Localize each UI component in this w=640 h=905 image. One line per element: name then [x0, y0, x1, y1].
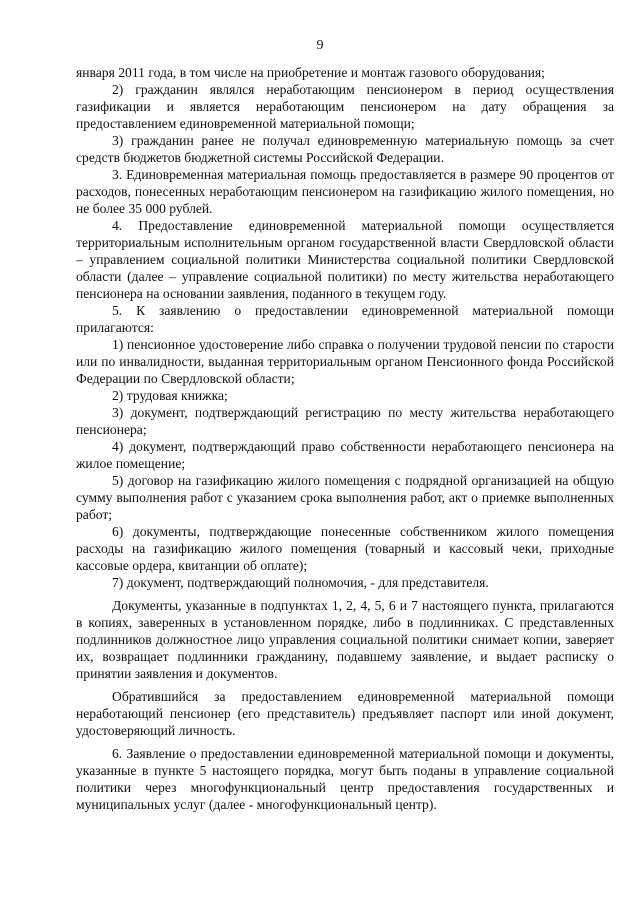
paragraph: 6) документы, подтверждающие понесенные собственником жилого помещения расходы на газификацию жилого помещения (товарный и кассовый чеки, приходные кассовые ордера, квитанции об оплате);	[76, 524, 614, 573]
paragraph: 3) документ, подтверждающий регистрацию по месту жительства неработающего пенсионера;	[76, 405, 614, 437]
paragraph: 6. Заявление о предоставлении единовременной материальной помощи и документы, указанные в пункте 5 настоящего порядка, могут быть поданы в управление социальной политики через многофункциональный центр предоставления государственных и муниципальных услуг (далее - многофункциональный центр).	[76, 746, 614, 812]
paragraph: 2) трудовая книжка;	[112, 388, 228, 403]
paragraph: 2) гражданин являлся неработающим пенсионером в период осуществления газификации и является неработающим пенсионером на дату обращения за предоставлением единовременной материальной помощи;	[76, 82, 614, 131]
page-number: 9	[316, 38, 324, 53]
paragraph: Документы, указанные в подпунктах 1, 2, 4, 5, 6 и 7 настоящего пункта, прилагаются в копиях, заверенных в установленном порядке, либо в подлинниках. С представленных подлинников должностное лицо управления социальной политики снимает копии, заверяет их, возвращает подлинники гражданину, подавшему заявление, и выдает расписку о принятии заявления и документов.	[76, 598, 614, 681]
paragraph: 5. К заявлению о предоставлении единовременной материальной помощи прилагаются:	[76, 303, 614, 335]
paragraph: 5) договор на газификацию жилого помещения с подрядной организацией на общую сумму выполнения работ с указанием срока выполнения работ, акт о приемке выполненных работ;	[76, 473, 614, 522]
paragraph: января 2011 года, в том числе на приобретение и монтаж газового оборудования;	[76, 65, 545, 80]
paragraph: 1) пенсионное удостоверение либо справка о получении трудовой пенсии по старости или по инвалидности, выданная территориальным органом Пенсионного фонда Российской Федерации по Свердловской области;	[76, 337, 614, 386]
paragraph: Обратившийся за предоставлением единовременной материальной помощи неработающий пенсионер (его представитель) предъявляет паспорт или иной документ, удостоверяющий личность.	[76, 689, 614, 738]
paragraph: 3. Единовременная материальная помощь предоставляется в размере 90 процентов от расходов, понесенных неработающим пенсионером на газификацию жилого помещения, но не более 35 000 рублей.	[76, 167, 614, 216]
paragraph: 7) документ, подтверждающий полномочия, - для представителя.	[112, 575, 489, 590]
paragraph: 4) документ, подтверждающий право собственности неработающего пенсионера на жилое помещение;	[76, 439, 614, 471]
paragraph: 3) гражданин ранее не получал единовременную материальную помощь за счет средств бюджетов бюджетной системы Российской Федерации.	[76, 133, 614, 165]
document-body	[76, 64, 614, 813]
paragraph: 4. Предоставление единовременной материальной помощи осуществляется территориальным исполнительным органом государственной власти Свердловской области – управлением социальной политики Министерства социальной политики Свердловской области (далее – управление социальной политики) по месту жительства неработающего пенсионера на основании заявления, поданного в текущем году.	[76, 218, 614, 301]
